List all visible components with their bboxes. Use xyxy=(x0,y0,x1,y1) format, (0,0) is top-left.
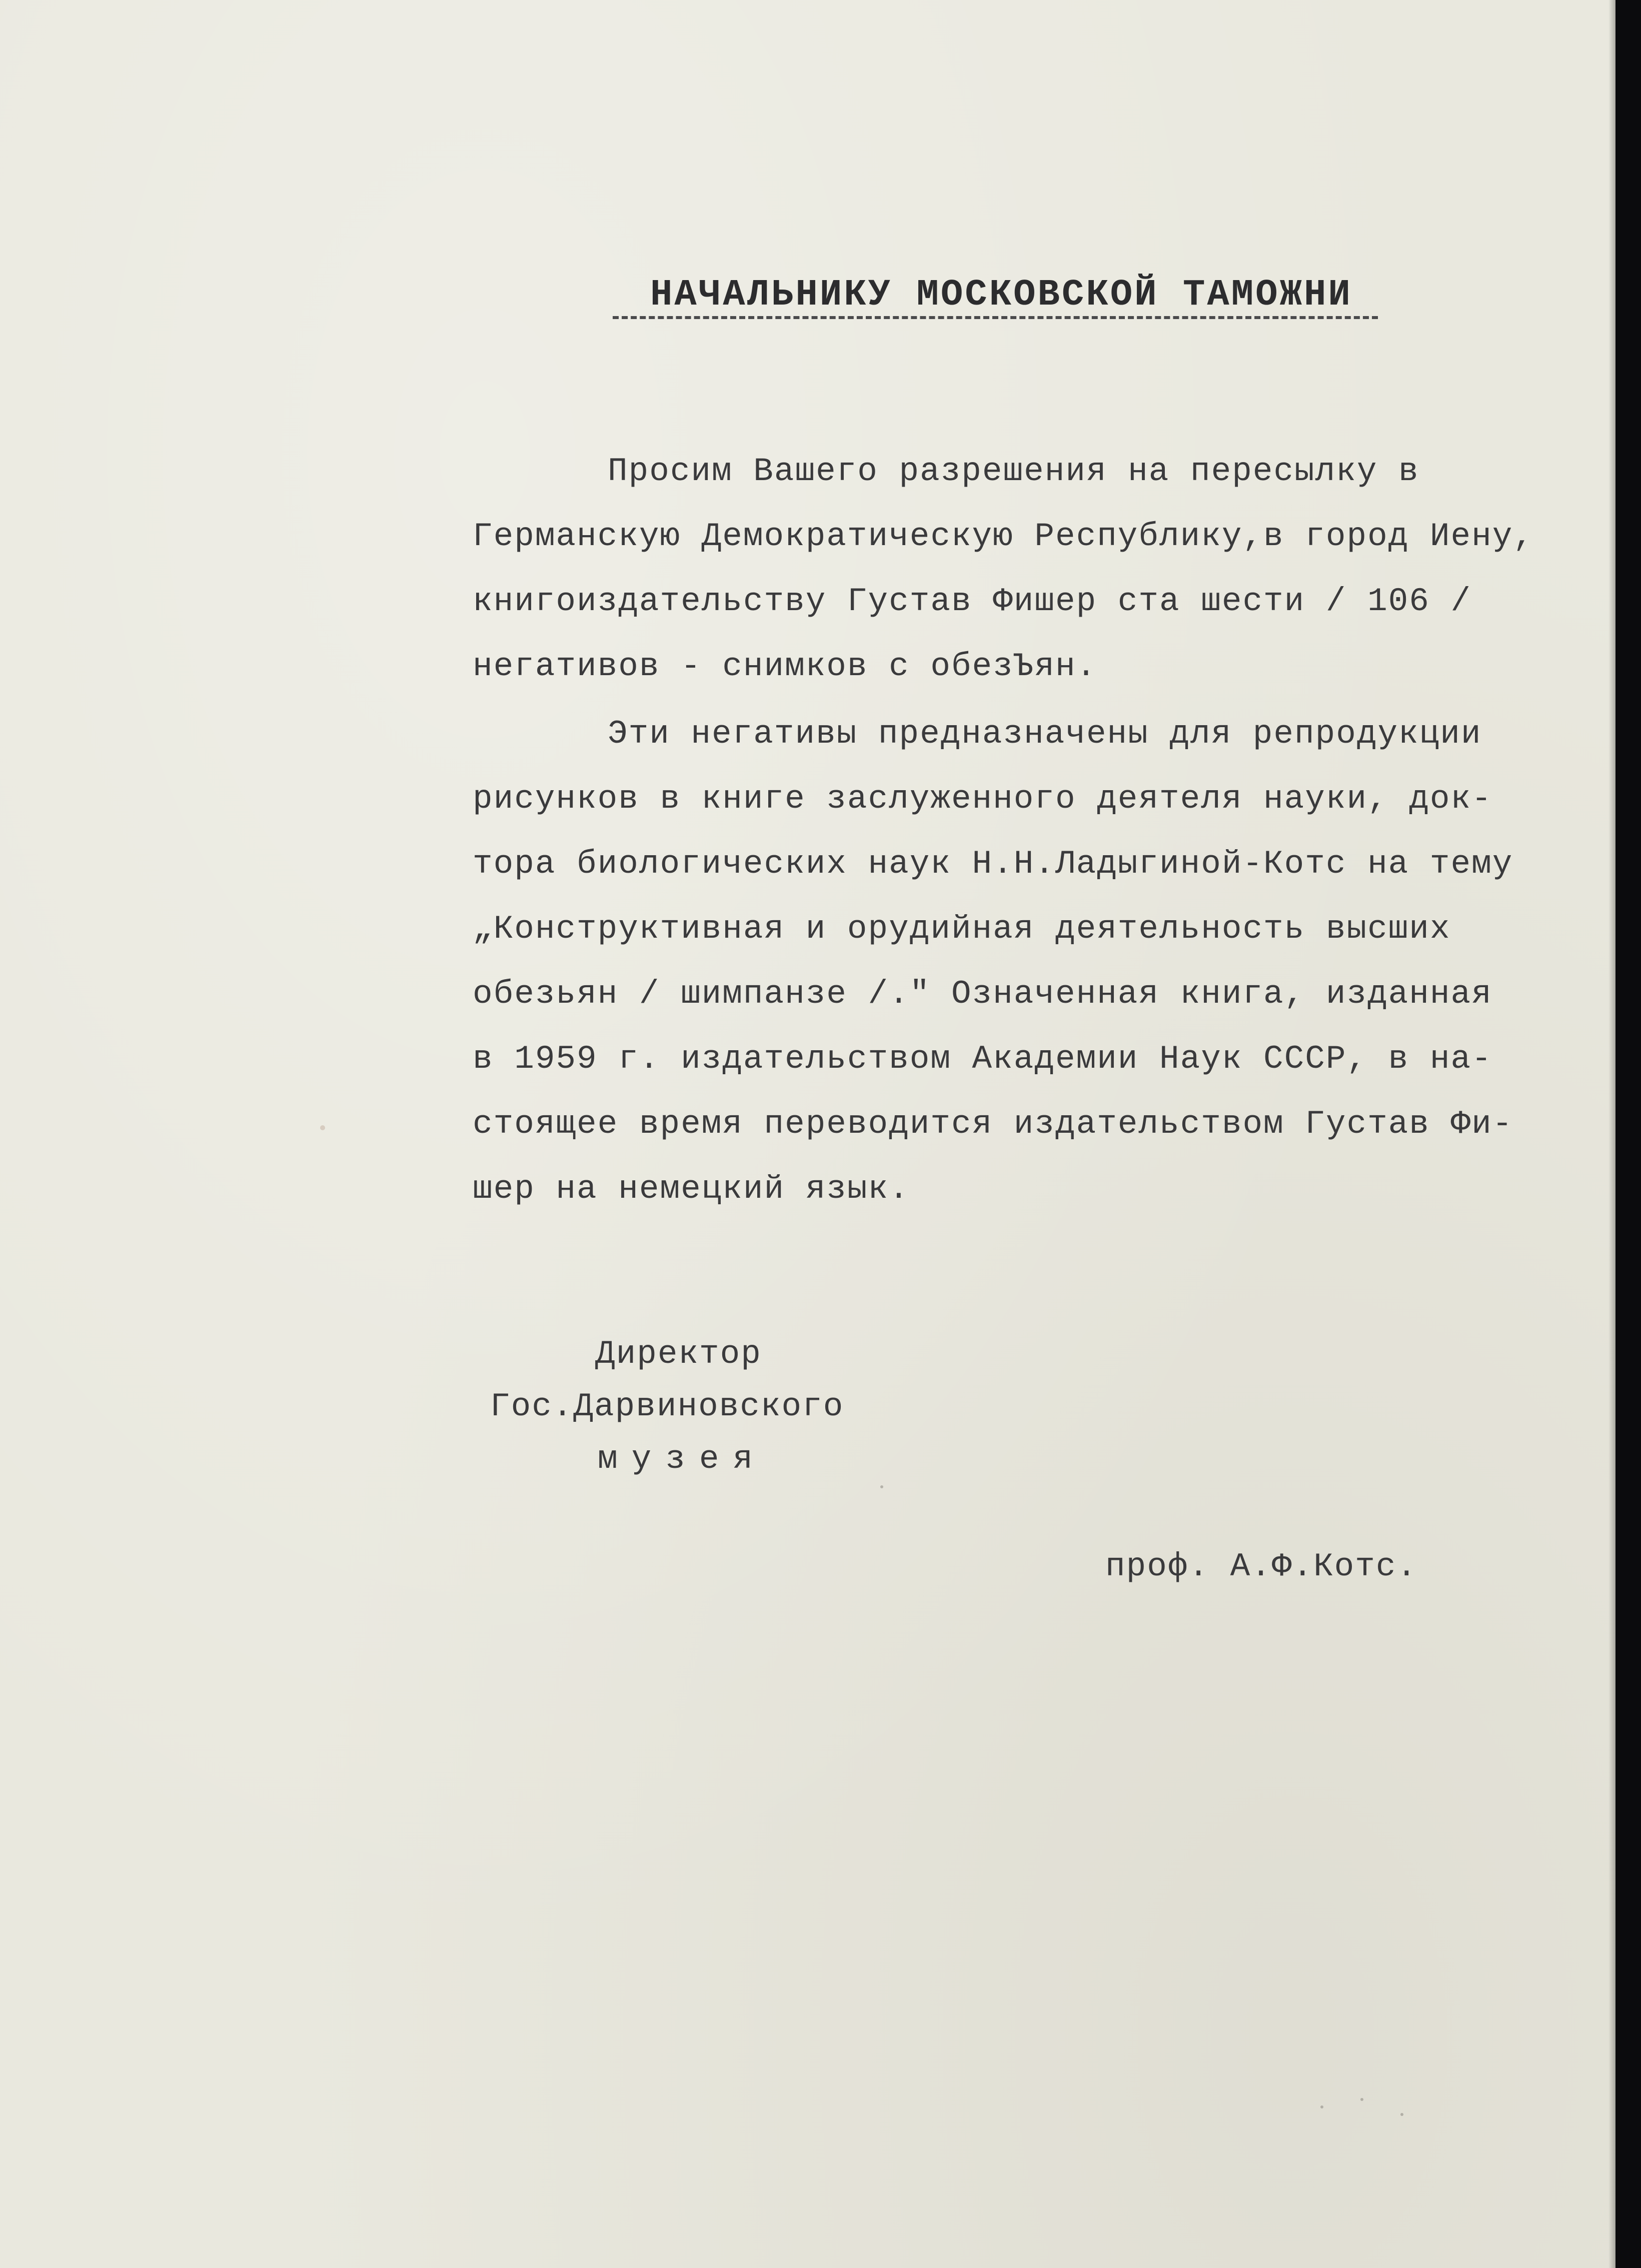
paragraph2-line5: обезьян / шимпанзе /." Означенная книга, изданная xyxy=(473,975,1492,1013)
paragraph2-line3: тора биологических наук Н.Н.Ладыгиной-Котс на тему xyxy=(473,845,1513,883)
paper-stain xyxy=(320,1125,325,1130)
paragraph1-line1: Просим Вашего разрешения на пересылку в xyxy=(608,453,1419,490)
paragraph1-line4: негативов - снимков с обезЪян. xyxy=(473,648,1097,685)
paper-speck xyxy=(1360,2098,1363,2101)
paragraph2-line2: рисунков в книге заслуженного деятеля науки, док- xyxy=(473,780,1492,818)
paper-speck xyxy=(1400,2113,1403,2116)
paper-speck xyxy=(880,1485,883,1488)
paper-speck xyxy=(1320,2105,1323,2108)
paper-edge xyxy=(1608,0,1615,2268)
paragraph2-line6: в 1959 г. издательством Академии Наук СССР, в на- xyxy=(473,1040,1492,1078)
paragraph2-line4: „Конструктивная и орудийная деятельность высших xyxy=(473,910,1451,948)
signature-institution: Гос.Дарвиновского xyxy=(490,1388,844,1425)
paragraph1-line2: Германскую Демократическую Республику,в город Иену, xyxy=(473,518,1534,555)
paragraph2-line7: стоящее время переводится издательством Густав Фи- xyxy=(473,1105,1513,1143)
paragraph2-line1: Эти негативы предназначены для репродукции xyxy=(608,715,1482,753)
paragraph1-line3: книгоиздательству Густав Фишер ста шести / 106 / xyxy=(473,583,1472,620)
paragraph2-line8: шер на немецкий язык. xyxy=(473,1170,910,1208)
heading-underline xyxy=(613,316,1378,319)
signature-title: Директор xyxy=(595,1335,762,1373)
signatory-name: проф. А.Ф.Котс. xyxy=(1105,1548,1418,1585)
signature-institution-word: музея xyxy=(598,1440,767,1478)
document-heading: НАЧАЛЬНИКУ МОСКОВСКОЙ ТАМОЖНИ xyxy=(650,274,1352,316)
